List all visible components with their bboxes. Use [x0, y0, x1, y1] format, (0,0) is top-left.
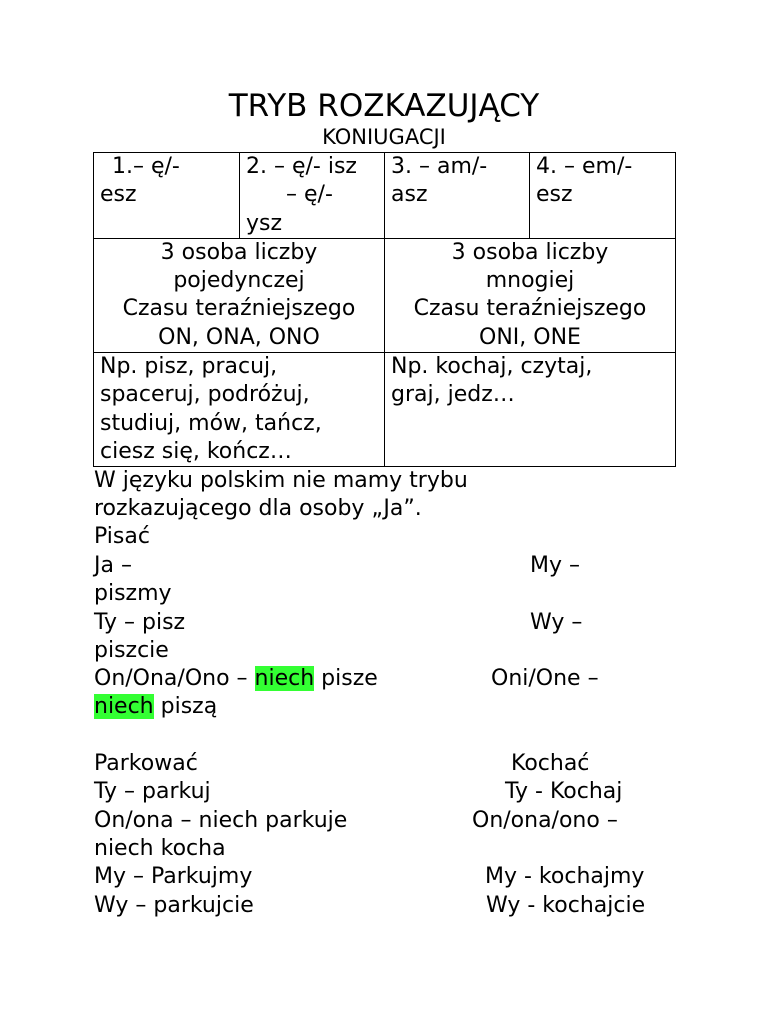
table-cell-conj-2: 2. – ę/- isz – ę/- ysz — [240, 153, 385, 239]
oni-one-label: Oni/One – — [491, 666, 599, 691]
piszmy-text: piszmy — [94, 581, 172, 606]
niech-highlight: niech — [94, 694, 154, 719]
verb-pisac: Pisać — [94, 524, 150, 549]
ty-pisz: Ty – pisz — [94, 610, 186, 635]
my-label: My – — [530, 553, 580, 578]
on-niech-parkuje: On/ona – niech parkuje — [94, 808, 348, 833]
intro-line-1: W języku polskim nie mamy trybu — [94, 468, 468, 493]
page-subtitle: KONIUGACJI — [322, 125, 446, 149]
table-cell-conj-3: 3. – am/- asz — [385, 153, 530, 239]
niech-kocha: niech kocha — [94, 836, 226, 861]
piszcie-text: piszcie — [94, 638, 169, 663]
table-cell-conj-1: 1.– ę/- esz — [94, 153, 240, 239]
wy-label: Wy – — [530, 610, 583, 635]
niech-pisza-line: niech piszą — [94, 694, 218, 719]
my-kochajmy: My - kochajmy — [485, 864, 645, 889]
table-row — [94, 153, 676, 239]
conjugation-table — [93, 152, 676, 467]
table-row — [94, 353, 676, 467]
verb-parkowac: Parkować — [94, 751, 198, 776]
table-cell-conj-4: 4. – em/- esz — [530, 153, 676, 239]
page-title: TRYB ROZKAZUJĄCY — [228, 88, 540, 124]
on-ona-ono-kocha: On/ona/ono – — [472, 808, 618, 833]
table-cell-singular: 3 osoba liczby pojedynczej Czasu teraźniejszego ON, ONA, ONO — [94, 238, 385, 352]
wy-parkujcie: Wy – parkujcie — [94, 893, 254, 918]
table-cell-examples-singular: Np. pisz, pracuj, spaceruj, podróżuj, studiuj, mów, tańcz, ciesz się, kończ… — [94, 353, 385, 467]
my-parkujmy: My – Parkujmy — [94, 864, 253, 889]
table-row — [94, 238, 676, 352]
ja-label: Ja – — [94, 553, 132, 578]
intro-line-2: rozkazującego dla osoby „Ja”. — [94, 496, 422, 521]
ty-parkuj: Ty – parkuj — [94, 779, 211, 804]
ty-kochaj: Ty - Kochaj — [505, 779, 623, 804]
verb-kochac: Kochać — [511, 751, 590, 776]
wy-kochajcie: Wy - kochajcie — [486, 893, 646, 918]
table-cell-plural: 3 osoba liczby mnogiej Czasu teraźniejszego ONI, ONE — [385, 238, 676, 352]
table-cell-examples-plural: Np. kochaj, czytaj, graj, jedz… — [385, 353, 676, 467]
niech-highlight: niech — [254, 666, 315, 691]
on-ona-ono-line: On/Ona/Ono – niech pisze — [94, 666, 378, 691]
